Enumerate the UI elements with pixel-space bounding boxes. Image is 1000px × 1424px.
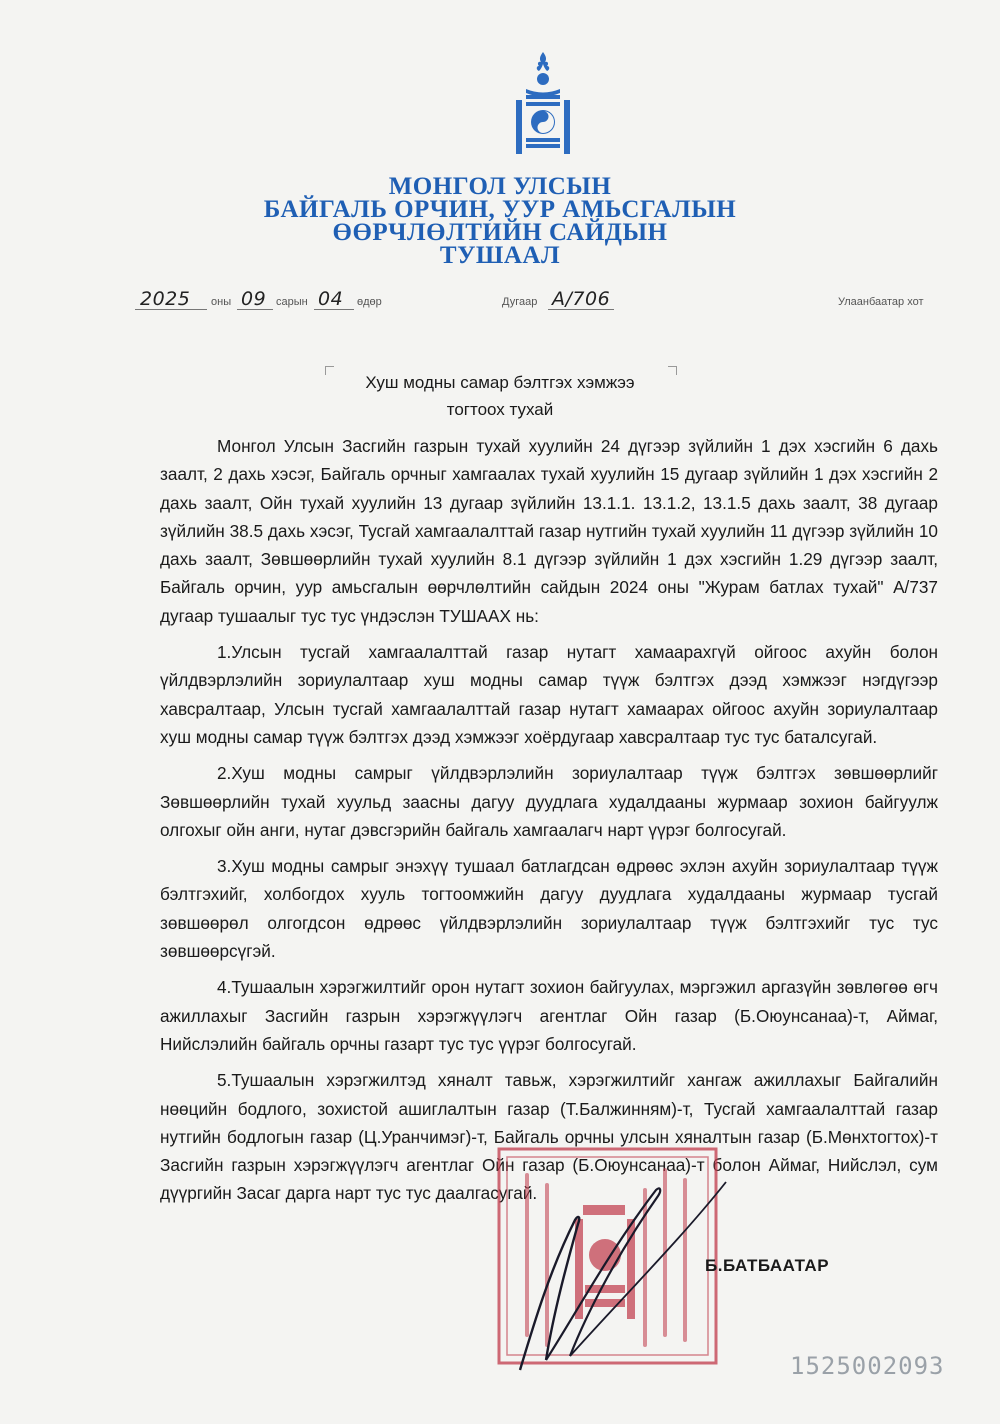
subject-line-1: Хуш модны самар бэлтгэх хэмжээ xyxy=(365,373,635,392)
header-line-2: БАЙГАЛЬ ОРЧИН, УУР АМЬСГАЛЫН xyxy=(263,196,737,223)
document-serial-number: 1525002093 xyxy=(790,1352,945,1380)
soyombo-emblem-icon xyxy=(512,50,574,160)
signer-name: Б.БАТБААТАР xyxy=(705,1256,830,1275)
preamble-paragraph: Монгол Улсын Засгийн газрын тухай хуулийн 24 дүгээр зүйлийн 1 дэх хэсгийн 6 дахь заалт, 2 дахь хэсэг, Байгаль орчныг хамгаалах тухай хуулийн 15 дугаар зүйлийн 1 дэх хэсгийн 2 дахь заалт, Ойн тухай хуулийн 13 дугаар зүйлийн 13.1.1. 13.1.2, 13.1.5 дахь заалт, 38 дугаар зүйлийн 38.5 дахь хэсэг, Тусгай хамгаалалттай газар нутгийн тухай хуулийн 11 дүгээр зүйлийн 10 дахь заалт, Зөвшөөрлийн тухай хуулийн 8.1 дүгээр зүйлийн 1 дэх хэсгийн 1.29 дүгээр заалт, Байгаль орчин, уур амьсгалын өөрчлөлтийн сайдын 2024 оны "Журам батлах тухай" А/737 дугаар тушаалыг тус тус үндэслэн ТУШААХ нь: xyxy=(160,436,938,626)
date-day: 04 xyxy=(318,288,344,310)
order-number: А/706 xyxy=(552,288,611,310)
clause-5: 5.Тушаалын хэрэгжилтэд хяналт тавьж, хэрэгжилтийг хангаж ажиллахыг Байгалийн нөөцийн бодлого, зохистой ашиглалтын газар (Т.Балжинням)-т, Тусгай хамгаалалттай газар нутгийн бодлогын газар (Ц.Уранчимэг)-т, Байгаль орчны улсын хяналтын газар (Б.Мөнхтогтох)-т Засгийн газрын хэрэгжүүлэгч агентлаг Ойн газар (Б.Оюунсанаа)-т болон Аймаг, Нийслэл, сум дүүргийн Засаг дарга нарт тус тус даалгасугай. xyxy=(160,1070,938,1204)
subject-line-2: тогтоох тухай xyxy=(446,400,554,419)
header-line-1: МОНГОЛ УЛСЫН xyxy=(388,173,612,200)
clause-3: 3.Хуш модны самрыг энэхүү тушаал батлагдсан өдрөөс эхлэн ахуйн зориулалтаар түүж бэлтгэхийг, холбогдох хууль тогтоомжийн дагуу дуудлага худалдааны журмаар тусгай зөвшөөрөл олгогдсон өдрөөс үйлдвэрлэлийн зориулалтаар түүж бэлтгэхийг тус тус зөвшөөрсүгэй. xyxy=(160,856,938,962)
clause-4: 4.Тушаалын хэрэгжилтийг орон нутагт зохион байгуулах, мэргэжил аргазүйн зөвлөгөө өгч ажиллахыг Засгийн газрын хэрэгжүүлэгч агентлаг Ойн газар (Б.Оюунсанаа)-т, Аймаг, Нийслэлийн байгаль орчны газарт тус тус үүрэг болгосугай. xyxy=(160,977,938,1054)
date-month-label: сарын xyxy=(276,296,308,308)
order-body xyxy=(160,432,938,1216)
city-label: Улаанбаатар хот xyxy=(838,296,924,308)
handwritten-signature xyxy=(480,1160,740,1400)
clause-1: 1.Улсын тусгай хамгаалалттай газар нутагт хамаарахгүй ойгоос ахуйн болон үйлдвэрлэлийн зориулалтаар хуш модны самар түүж бэлтгэх дээд хэмжээг нэгдүгээр хавсралтаар, Улсын тусгай хамгаалалттай газар нутагт хамаарах ойгоос ахуйн зориулалтаар хуш модны самар түүж бэлтгэх дээд хэмжээг хоёрдугаар хавсралтаар тус тус баталсугай. xyxy=(160,642,938,747)
date-year: 2025 xyxy=(140,288,191,310)
date-day-label: өдөр xyxy=(357,296,382,308)
number-label: Дугаар xyxy=(502,296,538,308)
clause-2: 2.Хуш модны самрыг үйлдвэрлэлийн зориулалтаар түүж бэлтгэх зөвшөөрлийг Зөвшөөрлийн тухай хуульд заасны дагуу дуудлага худалдааны журмаар зохион байгуулж олгохыг ойн анги, нутаг дэвсгэрийн байгаль хамгаалагч нарт үүрэг болгосугай. xyxy=(160,763,938,840)
date-year-label: оны xyxy=(211,296,232,308)
header-line-3: ӨӨРЧЛӨЛТИЙН САЙДЫН xyxy=(332,219,668,246)
header-line-4: ТУШААЛ xyxy=(439,242,561,269)
date-month: 09 xyxy=(241,288,267,310)
meta-row xyxy=(0,290,1000,314)
